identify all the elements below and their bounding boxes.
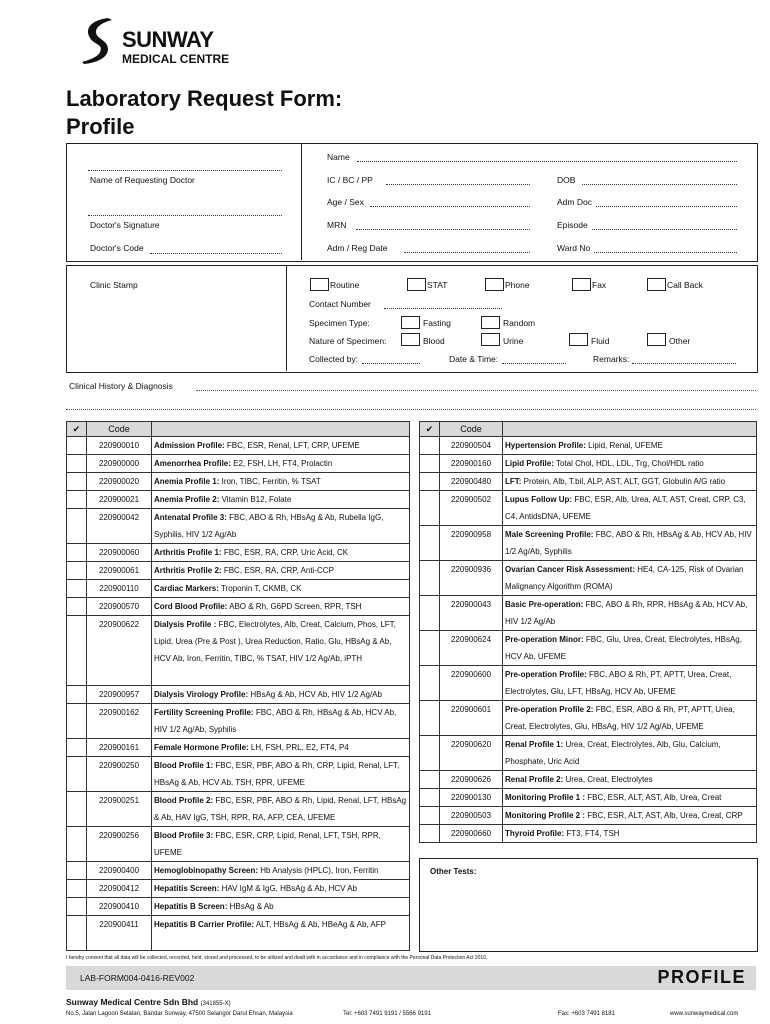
routine-label: Routine — [330, 280, 360, 290]
profile-table-right — [419, 421, 757, 843]
other-tests-box[interactable] — [419, 858, 758, 952]
fasting-label: Fasting — [423, 318, 451, 328]
urine-checkbox[interactable] — [481, 333, 500, 346]
row-checkbox[interactable] — [67, 473, 87, 491]
profile-tests: LH, FSH, PRL, E2, FT4, P4 — [250, 743, 349, 752]
test-description — [152, 686, 410, 704]
other-tests-label: Other Tests: — [430, 867, 477, 876]
clinical-history-field[interactable] — [196, 390, 756, 391]
table-row — [420, 789, 757, 807]
table-row — [420, 455, 757, 473]
table-row — [67, 580, 410, 598]
test-description — [503, 736, 757, 771]
table-row — [67, 544, 410, 562]
test-description — [152, 739, 410, 757]
profile-tests: FBC, Glu, Urea, Creat, Electrolytes, HBsAg, HCV Ab, UFEME — [505, 635, 742, 661]
profile-tests: Vitamin B12, Folate — [221, 495, 292, 504]
row-checkbox[interactable] — [420, 561, 440, 596]
test-code: 220900600 — [440, 666, 503, 701]
table-row — [420, 701, 757, 736]
test-code: 220900130 — [440, 789, 503, 807]
date-time-field[interactable] — [502, 363, 566, 364]
test-code: 220900021 — [87, 491, 152, 509]
table-row — [67, 562, 410, 580]
test-code: 220900502 — [440, 491, 503, 526]
profile-name: Hepatitis B Screen: — [154, 902, 228, 911]
test-code: 220900042 — [87, 509, 152, 544]
test-description — [152, 898, 410, 916]
sunway-logo-mark — [78, 16, 118, 66]
test-description — [503, 701, 757, 736]
profile-name: Dialysis Profile : — [154, 620, 217, 629]
profile-name: Cardiac Markers: — [154, 584, 219, 593]
blood-label: Blood — [423, 336, 445, 346]
test-description — [152, 704, 410, 739]
adm-doc-label: Adm Doc — [557, 197, 592, 207]
row-checkbox[interactable] — [67, 898, 87, 916]
contact-number-field[interactable] — [384, 308, 502, 309]
row-checkbox[interactable] — [67, 686, 87, 704]
age-sex-label: Age / Sex — [327, 197, 364, 207]
table-row — [67, 739, 410, 757]
profile-name: Dialysis Virology Profile: — [154, 690, 249, 699]
table-row — [67, 509, 410, 544]
age-sex-field[interactable] — [370, 206, 530, 207]
profile-tests: ALT, HBsAg & Ab, HBeAg & Ab, AFP — [255, 920, 386, 929]
table-row — [420, 437, 757, 455]
profile-name: Hepatitis Screen: — [154, 884, 220, 893]
table-row — [420, 561, 757, 596]
test-description — [152, 562, 410, 580]
ward-no-field[interactable] — [594, 252, 737, 253]
test-code: 220900412 — [87, 880, 152, 898]
call-back-label: Call Back — [667, 280, 703, 290]
urine-label: Urine — [503, 336, 524, 346]
profile-name: Pre-operation Minor: — [505, 635, 584, 644]
profile-tests: Urea, Creat, Electrolytes — [565, 775, 653, 784]
table-row — [420, 526, 757, 561]
test-code: 220900626 — [440, 771, 503, 789]
row-checkbox[interactable] — [67, 562, 87, 580]
test-code: 220900480 — [440, 473, 503, 491]
test-code: 220900410 — [87, 898, 152, 916]
table-row — [67, 704, 410, 739]
profile-name: LFT: — [505, 477, 522, 486]
fax-checkbox[interactable] — [572, 278, 591, 291]
test-code: 220900504 — [440, 437, 503, 455]
table-row — [420, 807, 757, 825]
profile-tests: E2, FSH, LH, FT4, Prolactin — [233, 459, 333, 468]
logo-line1: SUNWAY — [122, 27, 214, 52]
call-back-checkbox[interactable] — [647, 278, 666, 291]
profile-name: Amenorrhea Profile: — [154, 459, 231, 468]
test-description — [503, 455, 757, 473]
test-code: 220900043 — [440, 596, 503, 631]
company-address: No.5, Jalan Lagoon Selatan, Bandar Sunway, 47500 Selangor Darul Ehsan, Malaysia — [66, 1011, 293, 1017]
row-checkbox[interactable] — [420, 596, 440, 631]
row-checkbox[interactable] — [67, 598, 87, 616]
company-reg: (341855-X) — [200, 1001, 231, 1007]
profile-label: PROFILE — [657, 967, 746, 987]
table-row — [67, 862, 410, 880]
test-description — [152, 544, 410, 562]
fluid-label: Fluid — [591, 336, 610, 346]
profile-name: Anemia Profile 1: — [154, 477, 220, 486]
profile-tests: FBC, ABO & Rh, HBsAg & Ab, HCV Ab, HIV 1/2 Ag/Ab, Syphilis — [505, 530, 752, 556]
table-row — [67, 491, 410, 509]
test-description — [152, 757, 410, 792]
logo-line2: MEDICAL CENTRE — [122, 52, 230, 66]
doctor-code-label: Doctor's Code — [90, 243, 144, 253]
row-checkbox[interactable] — [67, 757, 87, 792]
adm-doc-field[interactable] — [596, 206, 737, 207]
profile-tests: FT3, FT4, TSH — [566, 829, 620, 838]
company-tel: Tel: +603 7491 9191 / 5566 9191 — [343, 1011, 431, 1017]
table-row — [67, 686, 410, 704]
table-row — [420, 596, 757, 631]
test-description — [503, 526, 757, 561]
profile-tests: FBC, Electrolytes, Alb, Creat, Calcium, Phos, LFT, Lipid, Urea (Pre & Post ), Urea Reduction, Ratio, Glu, HBsAg & Ab, HCV Ab, Iron, Ferritin, TIBC, % TSAT, HIV 1/2 Ag/Ab, iPTH — [154, 620, 396, 663]
table-row — [67, 757, 410, 792]
test-code: 220900660 — [440, 825, 503, 843]
row-checkbox[interactable] — [67, 792, 87, 827]
profile-name: Arthritis Profile 1: — [154, 548, 222, 557]
table-row — [67, 880, 410, 898]
test-code: 220900010 — [87, 437, 152, 455]
name-field[interactable] — [357, 161, 737, 162]
row-checkbox[interactable] — [420, 666, 440, 701]
ic-label: IC / BC / PP — [327, 175, 373, 185]
test-code: 220900060 — [87, 544, 152, 562]
table-row — [67, 792, 410, 827]
fax-label: Fax — [592, 280, 607, 290]
profile-name: Monitoring Profile 1 : — [505, 793, 585, 802]
row-checkbox[interactable] — [67, 544, 87, 562]
test-description — [503, 789, 757, 807]
test-description — [152, 580, 410, 598]
test-code: 220900256 — [87, 827, 152, 862]
profile-name: Male Screening Profile: — [505, 530, 594, 539]
profile-tests: HBsAg & Ab — [229, 902, 274, 911]
profile-name: Blood Profile 1: — [154, 761, 214, 770]
profile-name: Female Hormone Profile: — [154, 743, 249, 752]
fasting-checkbox[interactable] — [401, 316, 420, 329]
row-checkbox[interactable] — [67, 616, 87, 686]
test-description — [152, 473, 410, 491]
table-row — [420, 666, 757, 701]
test-description — [503, 771, 757, 789]
profile-tests: FBC, ESR, CRP, Lipid, Renal, LFT, TSH, RPR, UFEME — [154, 831, 381, 857]
phone-checkbox[interactable] — [485, 278, 504, 291]
profile-name: Pre-operation Profile: — [505, 670, 587, 679]
profile-tests: Iron, TIBC, Ferritin, % TSAT — [221, 477, 321, 486]
check-column-header: ✔ — [420, 422, 440, 437]
company-website[interactable]: www.sunwaymedical.com — [670, 1011, 739, 1017]
profile-name: Arthritis Profile 2: — [154, 566, 222, 575]
company-fax: Fax: +603 7491 8181 — [558, 1011, 615, 1017]
test-code: 220900958 — [440, 526, 503, 561]
test-code: 220900622 — [87, 616, 152, 686]
profile-tests: FBC, ABO & Rh, RPR, HBsAg & Ab, HCV Ab, HIV 1/2 Ag/Ab — [505, 600, 748, 626]
profile-name: Anemia Profile 2: — [154, 495, 220, 504]
profile-tests: Urea, Creat, Electrolytes, Alb, Glu, Calcium, Phosphate, Uric Acid — [505, 740, 721, 766]
profile-tests: FBC, ABO & Rh, HBsAg & Ab, Rubella IgG, Syphilis, HIV 1/2 Ag/Ab — [154, 513, 384, 539]
profile-name: Blood Profile 3: — [154, 831, 214, 840]
test-code: 220900110 — [87, 580, 152, 598]
adm-reg-date-label: Adm / Reg Date — [327, 243, 388, 253]
row-checkbox[interactable] — [420, 701, 440, 736]
test-code: 220900936 — [440, 561, 503, 596]
signature-line[interactable] — [88, 215, 282, 216]
row-checkbox[interactable] — [67, 827, 87, 862]
row-checkbox[interactable] — [420, 736, 440, 771]
row-checkbox[interactable] — [67, 704, 87, 739]
profile-name: Thyroid Profile: — [505, 829, 565, 838]
profile-tests: FBC, ABO & Rh, PT, APTT, Urea, Creat, Electrolytes, Glu, LFT, HBsAg, HCV Ab, UFEME — [505, 670, 732, 696]
test-description — [503, 491, 757, 526]
row-checkbox[interactable] — [420, 631, 440, 666]
row-checkbox[interactable] — [420, 789, 440, 807]
profile-name: Antenatal Profile 3: — [154, 513, 227, 522]
test-code: 220900620 — [440, 736, 503, 771]
test-code: 220900624 — [440, 631, 503, 666]
test-description — [503, 596, 757, 631]
table-row — [420, 473, 757, 491]
consent-text: I hereby consent that all data will be collected, recorded, held, stored and processed, to be utilized and dealt with in accordance and in compliance with the Personal Data Protection Act 2010. — [66, 955, 488, 961]
remarks-label: Remarks: — [593, 354, 630, 364]
profile-name: Cord Blood Profile: — [154, 602, 228, 611]
test-code: 220900020 — [87, 473, 152, 491]
signature-label: Doctor's Signature — [90, 220, 160, 230]
test-code: 220900957 — [87, 686, 152, 704]
profile-tests: FBC, ESR, RA, CRP, Uric Acid, CK — [223, 548, 349, 557]
row-checkbox[interactable] — [67, 509, 87, 544]
test-description — [152, 880, 410, 898]
test-description — [503, 473, 757, 491]
profile-tests: HBsAg & Ab, HCV Ab, HIV 1/2 Ag/Ab — [250, 690, 382, 699]
other-checkbox[interactable] — [647, 333, 666, 346]
phone-label: Phone — [505, 280, 530, 290]
code-column-header: Code — [87, 422, 152, 437]
ward-no-label: Ward No — [557, 243, 591, 253]
routine-checkbox[interactable] — [310, 278, 329, 291]
row-checkbox[interactable] — [420, 771, 440, 789]
table-row — [67, 916, 410, 951]
profile-tests: Hb Analysis (HPLC), Iron, Ferritin — [260, 866, 379, 875]
profile-tests: FBC, ESR, ALT, AST, Alb, Urea, Creat — [587, 793, 722, 802]
ic-field[interactable] — [386, 184, 530, 185]
test-description — [503, 631, 757, 666]
row-checkbox[interactable] — [67, 455, 87, 473]
test-code: 220900251 — [87, 792, 152, 827]
nature-of-specimen-label: Nature of Specimen: — [309, 336, 387, 346]
test-description — [503, 807, 757, 825]
row-checkbox[interactable] — [67, 916, 87, 951]
test-code: 220900503 — [440, 807, 503, 825]
clinical-history-label: Clinical History & Diagnosis — [69, 381, 173, 391]
remarks-field[interactable] — [632, 363, 736, 364]
test-description — [152, 827, 410, 862]
adm-reg-date-field[interactable] — [404, 252, 530, 253]
profile-name: Hepatitis B Carrier Profile: — [154, 920, 255, 929]
test-code: 220900161 — [87, 739, 152, 757]
stat-label: STAT — [427, 280, 448, 290]
table-row — [67, 455, 410, 473]
profile-tests: FBC, ABO & Rh, HBsAg & Ab, HCV Ab, HIV 1/2 Ag/Ab, Syphilis — [154, 708, 397, 734]
profile-tests: HAV IgM & IgG, HBsAg & Ab, HCV Ab — [221, 884, 358, 893]
table-row — [67, 598, 410, 616]
profile-name: Pre-operation Profile 2: — [505, 705, 594, 714]
episode-label: Episode — [557, 220, 588, 230]
row-checkbox[interactable] — [67, 739, 87, 757]
footer-bar — [66, 966, 756, 990]
profile-tests: FBC, ESR, Alb, Urea, ALT, AST, Creat, CRP, C3, C4, AntidsDNA, UFEME — [505, 495, 746, 521]
profile-name: Monitoring Profile 2 : — [505, 811, 585, 820]
test-description — [152, 491, 410, 509]
check-column-header: ✔ — [67, 422, 87, 437]
test-code: 220900601 — [440, 701, 503, 736]
profile-tests: Total Chol, HDL, LDL, Trg, Chol/HDL ratio — [555, 459, 704, 468]
profile-tests: HE4, CA-125, Risk of Ovarian Malignancy Algorithm (ROMA) — [505, 565, 744, 591]
table-row — [67, 827, 410, 862]
row-checkbox[interactable] — [67, 580, 87, 598]
code-column-header: Code — [440, 422, 503, 437]
test-code: 220900400 — [87, 862, 152, 880]
test-code: 220900162 — [87, 704, 152, 739]
specimen-type-label: Specimen Type: — [309, 318, 370, 328]
profile-tests: ABO & Rh, G6PD Screen, RPR, TSH — [229, 602, 362, 611]
profile-tests: Protein, Alb, T.bil, ALP, AST, ALT, GGT, Globulin A/G ratio — [523, 477, 726, 486]
dob-field[interactable] — [582, 184, 737, 185]
name-label: Name — [327, 152, 350, 162]
table-row — [420, 825, 757, 843]
test-code: 220900250 — [87, 757, 152, 792]
profile-table-left — [66, 421, 410, 951]
profile-tests: Lipid, Renal, UFEME — [588, 441, 663, 450]
collected-by-field[interactable] — [362, 363, 420, 364]
profile-name: Renal Profile 1: — [505, 740, 564, 749]
row-checkbox[interactable] — [67, 880, 87, 898]
table-row — [420, 736, 757, 771]
test-description — [503, 825, 757, 843]
test-description — [503, 437, 757, 455]
table-row — [67, 616, 410, 686]
row-checkbox[interactable] — [420, 491, 440, 526]
table-row — [67, 473, 410, 491]
form-title: Laboratory Request Form: — [66, 86, 343, 111]
test-code: 220900160 — [440, 455, 503, 473]
episode-field[interactable] — [592, 229, 737, 230]
row-checkbox[interactable] — [420, 825, 440, 843]
profile-name: Renal Profile 2: — [505, 775, 564, 784]
test-description — [152, 598, 410, 616]
test-description — [503, 666, 757, 701]
date-time-label: Date & Time: — [449, 354, 499, 364]
requesting-doctor-line[interactable] — [88, 170, 282, 171]
profile-name: Ovarian Cancer Risk Assessment: — [505, 565, 635, 574]
table-row — [67, 898, 410, 916]
profile-tests: Troponin T, CKMB, CK — [221, 584, 302, 593]
row-checkbox[interactable] — [420, 473, 440, 491]
test-code: 220900000 — [87, 455, 152, 473]
profile-name: Lupus Follow Up: — [505, 495, 573, 504]
row-checkbox[interactable] — [67, 862, 87, 880]
row-checkbox[interactable] — [67, 437, 87, 455]
table-row — [420, 771, 757, 789]
test-description — [152, 862, 410, 880]
stat-checkbox[interactable] — [407, 278, 426, 291]
profile-tests: FBC, ESR, PBF, ABO & Rh, CRP, Lipid, Renal, LFT, HBsAg & Ab, HCV Ab, TSH, RPR, UFEME — [154, 761, 400, 787]
test-code: 220900411 — [87, 916, 152, 951]
test-description — [152, 455, 410, 473]
row-checkbox[interactable] — [67, 491, 87, 509]
test-description — [152, 437, 410, 455]
other-label: Other — [669, 336, 691, 346]
row-checkbox[interactable] — [420, 455, 440, 473]
random-label: Random — [503, 318, 536, 328]
doctor-code-field[interactable] — [150, 253, 282, 254]
profile-name: Admission Profile: — [154, 441, 225, 450]
profile-name: Blood Profile 2: — [154, 796, 214, 805]
test-description — [503, 561, 757, 596]
row-checkbox[interactable] — [420, 807, 440, 825]
clinic-stamp-label: Clinic Stamp — [90, 280, 138, 290]
company-name: Sunway Medical Centre Sdn Bhd — [66, 997, 199, 1007]
profile-tests: FBC, ESR, Renal, LFT, CRP, UFEME — [226, 441, 360, 450]
profile-tests: FBC, ESR, ABO & Rh, PT, APTT, Urea, Creat, Electrolytes, Glu, HBsAg, HIV 1/2 Ag/Ab, UFEME — [505, 705, 735, 731]
mrn-field[interactable] — [356, 229, 530, 230]
profile-name: Hypertension Profile: — [505, 441, 586, 450]
table-row — [420, 491, 757, 526]
test-code: 220900061 — [87, 562, 152, 580]
form-code: LAB-FORM004-0416-REV002 — [80, 973, 195, 983]
mrn-label: MRN — [327, 220, 347, 230]
blood-checkbox[interactable] — [401, 333, 420, 346]
table-row — [67, 437, 410, 455]
form-subtitle: Profile — [66, 114, 135, 139]
dob-label: DOB — [557, 175, 576, 185]
row-checkbox[interactable] — [420, 526, 440, 561]
test-description — [152, 616, 410, 686]
profile-name: Lipid Profile: — [505, 459, 554, 468]
profile-name: Fertility Screening Profile: — [154, 708, 254, 717]
profile-name: Basic Pre-operation: — [505, 600, 584, 609]
test-code: 220900570 — [87, 598, 152, 616]
row-checkbox[interactable] — [420, 437, 440, 455]
collected-by-label: Collected by: — [309, 354, 359, 364]
test-description — [152, 916, 410, 951]
test-description — [152, 509, 410, 544]
profile-tests: FBC, ESR, ALT, AST, Alb, Urea, Creat, CRP — [587, 811, 743, 820]
profile-tests: FBC, ESR, PBF, ABO & Rh, Lipid, Renal, LFT, HBsAg & Ab, HAV IgG, TSH, RPR, RA, AFP, CEA, UFEME — [154, 796, 407, 822]
test-description — [152, 792, 410, 827]
random-checkbox[interactable] — [481, 316, 500, 329]
profile-name: Hemoglobinopathy Screen: — [154, 866, 259, 875]
fluid-checkbox[interactable] — [569, 333, 588, 346]
requesting-doctor-label: Name of Requesting Doctor — [90, 175, 195, 185]
profile-tests: FBC, ESR, RA, CRP, Anti-CCP — [223, 566, 334, 575]
contact-number-label: Contact Number — [309, 299, 371, 309]
table-row — [420, 631, 757, 666]
